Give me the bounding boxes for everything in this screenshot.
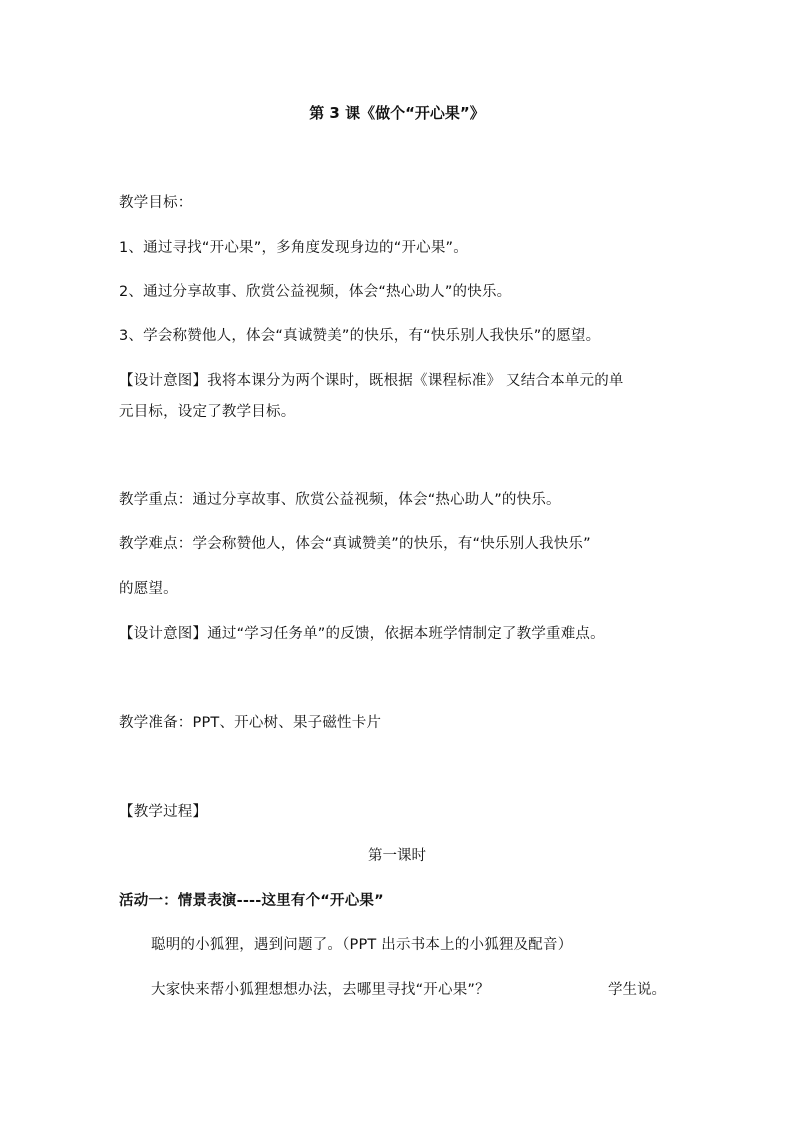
process-heading: 【教学过程】	[119, 804, 208, 820]
lesson-label: 第一课时	[368, 848, 426, 864]
objectives-heading: 教学目标：	[119, 195, 193, 211]
design-intent-1-line-1: 【设计意图】我将本课分为两个课时，既根据《课程标准》 又结合本单元的单	[119, 373, 624, 389]
lesson-title: 第 3 课《做个“开心果”》	[309, 104, 485, 122]
objective-item-2: 2、通过分享故事、欣赏公益视频，体会“热心助人”的快乐。	[119, 284, 512, 300]
paragraph-2-student-note: 学生说。	[608, 982, 666, 998]
teaching-preparation: 教学准备：PPT、开心树、果子磁性卡片	[119, 715, 382, 731]
objective-item-1: 1、通过寻找“开心果”，多角度发现身边的“开心果”。	[119, 240, 468, 256]
design-intent-1-line-2: 元目标，设定了教学目标。	[119, 404, 296, 420]
paragraph-1: 聪明的小狐狸，遇到问题了。（PPT 出示书本上的小狐狸及配音）	[151, 937, 573, 953]
difficulty-line-1: 教学难点：学会称赞他人，体会“真诚赞美”的快乐，有“快乐别人我快乐”	[119, 536, 591, 552]
key-point: 教学重点：通过分享故事、欣赏公益视频，体会“热心助人”的快乐。	[119, 492, 561, 508]
difficulty-line-2: 的愿望。	[119, 581, 178, 597]
paragraph-2: 大家快来帮小狐狸想想办法，去哪里寻找“开心果”？	[151, 982, 490, 998]
design-intent-2: 【设计意图】通过“学习任务单”的反馈，依据本班学情制定了教学重难点。	[119, 626, 605, 642]
objective-item-3: 3、学会称赞他人，体会“真诚赞美”的快乐，有“快乐别人我快乐”的愿望。	[119, 328, 601, 344]
activity-1-heading: 活动一：情景表演----这里有个“开心果”	[119, 893, 384, 909]
